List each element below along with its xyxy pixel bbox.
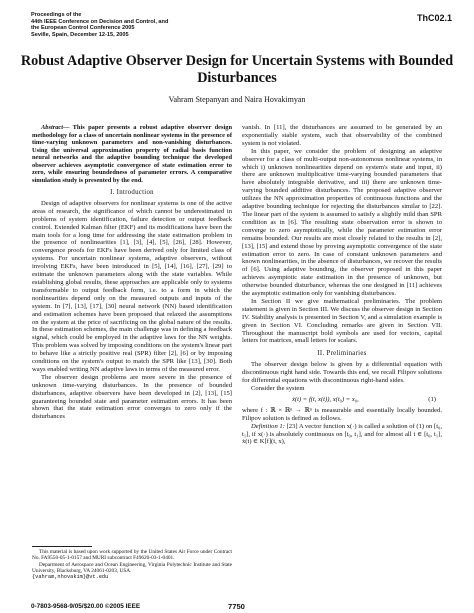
paper-title: Robust Adaptive Observer Design for Uncertain Systems with Bounded Disturbances xyxy=(20,53,454,86)
page-number: 7750 xyxy=(228,602,245,611)
footnote-line: Department of Aerospace and Ocean Engineering, Virginia Polytechnic Institute and State University, Blacksburg, VA 24061-0203, USA. xyxy=(32,561,232,574)
isbn-line: 0-7803-9568-9/05/$20.00 ©2005 IEEE xyxy=(31,603,141,610)
left-column xyxy=(32,124,232,421)
definition-text: [23] A vector function x(·) is called a solution of (1) on [t₀, t₁], if x(·) is absolutely continuous on [t₀, t₁], and for almost all t ∈ [t₀, t₁], ẋ(t) ∈ K[f](t, x), xyxy=(242,422,442,446)
proceedings-line: Proceedings of the xyxy=(31,12,82,18)
footnote-line: This material is based upon work supported by the United States Air Force under Contract No. FA9550-05-1-0157 and MURI subcontract F49620-03-1-0401. xyxy=(32,549,232,562)
right-column xyxy=(242,124,442,446)
body-paragraph: vanish. In [11], the disturbances are assumed to be generated by an exponentially stable system, such that observability of the combined system is not violated. xyxy=(242,124,442,147)
body-paragraph: In this paper, we consider the problem of designing an adaptive observer for a class of multi-output non-autonomous nonlinear systems, in which i) unknown nonlinearities depend on system's state and input, ii) there are unknown multiplicative time-varying bounded parameters that have absolutely integrable derivative, and iii) there are unknown time-varying bounded additive disturbances. The proposed adaptive observer utilizes the NN approximation properties of continuous functions and the adaptive bounding technique for rejecting the disturbances similar to [22]. The linear part of the system is assumed to satisfy a slightly mild than SPR condition as in [6]. The resulting state observation error is shown to converge to zero asymptotically, while the parameter estimation error remains bounded. Our results are most closely related to the results in [2], [13], [15] and extend those by proving asymptotic convergence of the state estimation error to zero. In case of constant unknown parameters and known nonlinearities, in the absence of disturbances, we recover the results of [6]. Using adaptive bounding, the observer proposed in this paper achieves asymptotic state estimation in the presence of unknown, but otherwise bounded disturbance, whereas the one designed in [11] achieves the asymptotic estimation only for vanishing disturbances. xyxy=(242,147,442,298)
body-paragraph: Consider the system xyxy=(251,385,305,392)
footnote-rule xyxy=(32,546,92,547)
equation-1 xyxy=(242,393,442,407)
proceedings-header xyxy=(31,12,291,38)
definition-1 xyxy=(242,423,442,447)
abstract xyxy=(32,124,232,184)
body-paragraph: where f : ℝ × ℝⁿ → ℝⁿ is measurable and essentially locally bounded. Filipov solution is defined as follows. xyxy=(242,406,442,422)
equation-expression: ẋ(t) = f(t, x(t)), x(t₀) = x₀, xyxy=(292,395,359,403)
intro-paragraph: Design of adaptive observers for nonlinear systems is one of the active areas of research, the significance of which cannot be underestimated in problems of system identification, failure detection or output feedback control. Extended Kalman filter (EKF) and its modifications have been the main tools for a long time for addressing the state estimation problem in the presence of nonlinearities [1], [3], [4], [5], [26], [28]. However, convergence proofs for EKFs have been derived only for limited class of systems. For uncertain nonlinear systems, adaptive observers, without involving EKFs, have been introduced in [5], [14], [16], [27], [29] to estimate the unknown parameters along with the state variables. While establishing global results, these approaches are applicable only to systems transformable to output feedback form, i.e. to a form in which the nonlinearities depend only on the measured outputs and inputs of the system. In [7], [13], [17], [30] neural network (NN) based identification and estimation schemes have been proposed that relaxed the assumptions on the system at the price of sacrificing on the global nature of the results. In these estimation schemes, the main challenge was in defining a feedback signal, which could be employed in the adaptive laws for the NN weights. This problem was solved by imposing conditions on the system's linear part to behave like a strictly positive real (SPR) filter [2], [6] or by imposing conditions on the system's output to match the SPR like [13], [30]. Both ways enabled writing NN adaptive laws in terms of the measured error. xyxy=(32,199,232,373)
equation-number: (1) xyxy=(428,395,436,403)
proceedings-line: the European Control Conference 2005 xyxy=(31,25,135,32)
abstract-label: Abstract xyxy=(41,124,64,131)
section-heading-introduction: I. Introduction xyxy=(110,189,154,196)
proceedings-line: 44th IEEE Conference on Decision and Control, and xyxy=(31,18,169,25)
footnote-emails: {vahram,nhovakim}@vt.edu xyxy=(32,574,109,581)
body-paragraph: In Section II we give mathematical preliminaries. The problem statement is given in Section III. We discuss the observer design in Section IV. Stability analysis is presented in Section V, and a simulation example is given in Section VI. Concluding remarks are given in Section VII. Throughout the manuscript bold symbols are used for vectors, capital letters for matrices, small letters for scalars. xyxy=(242,297,442,345)
body-paragraph: The observer design below is given by a differential equation with discontinuous right hand side. Towards this end, we recall Filipov solutions for differential equations with discontinuous right-hand sides. xyxy=(242,361,442,385)
paper-authors: Vahram Stepanyan and Naira Hovakimyan xyxy=(168,95,306,104)
paper-code: ThC02.1 xyxy=(416,13,452,23)
abstract-text: — This paper presents a robust adaptive observer design methodology for a class of uncertain nonlinear systems in the presence of time-varying unknown parameters and non-vanishing disturbances. Using the universal approximation property of radial basis function neural networks and the adaptive bounding technique the developed observer achieves asymptotic convergence of state estimation error to zero, while ensuring boundedness of parameter errors. A comparative simulation study is presented by the end. xyxy=(32,124,232,184)
intro-paragraph: The observer design problems are more severe in the presence of unknown time-varying disturbances. In the presence of bounded disturbances, adaptive observers have been developed in [2], [13], [15] guaranteeing bounded state and parameter estimation errors. It has been shown that the state estimation error converges to zero only if the disturbances xyxy=(32,373,232,421)
proceedings-line: Seville, Spain, December 12-15, 2005 xyxy=(31,31,129,38)
footnote xyxy=(32,546,232,580)
definition-label: Definition 1: xyxy=(251,422,285,430)
section-heading-preliminaries: II. Preliminaries xyxy=(317,350,367,358)
